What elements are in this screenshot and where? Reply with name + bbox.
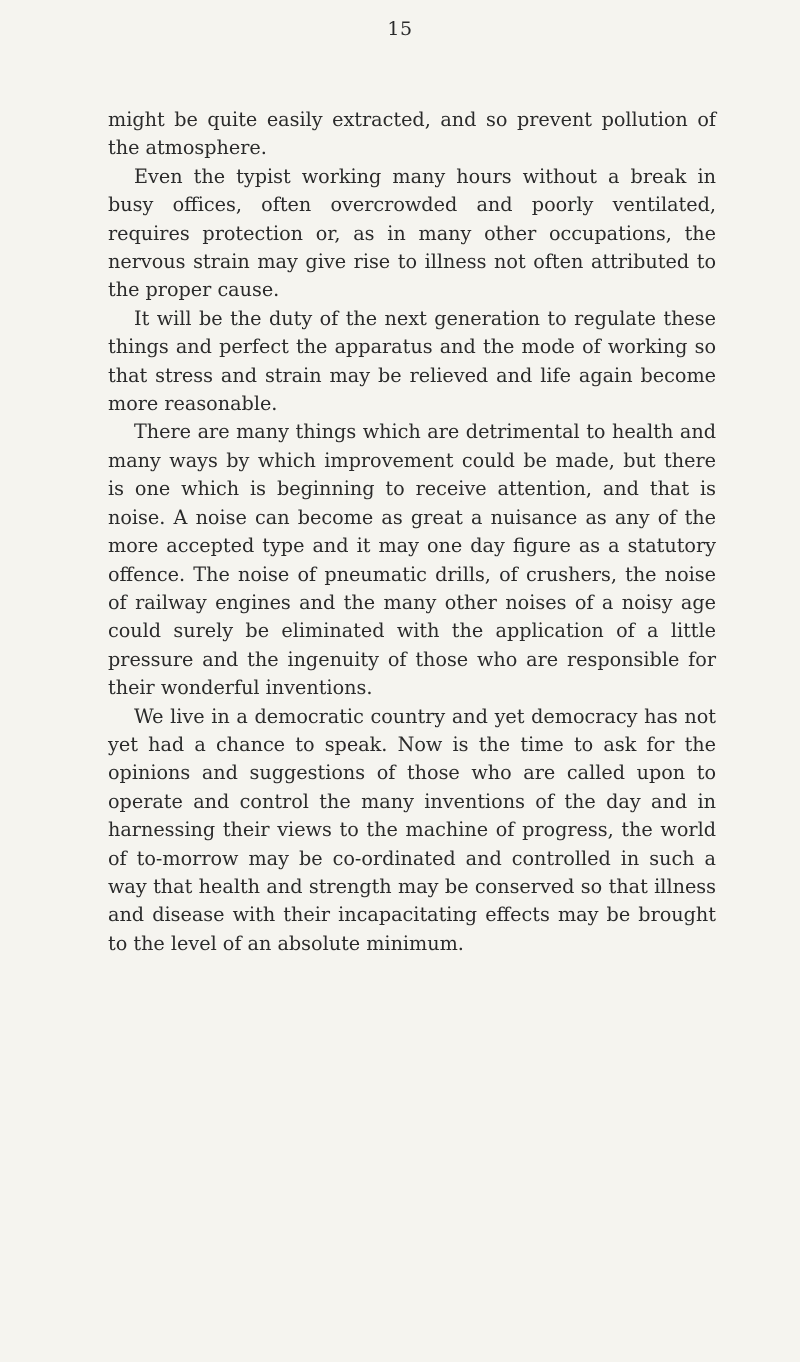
body-text xyxy=(108,106,716,958)
page-number: 15 xyxy=(387,18,413,40)
paragraph-next-generation: It will be the duty of the next generation to regulate these things and perfect the apparatus and the mode of working so that stress and strain may be relieved and life again become more reasonable. xyxy=(108,306,716,416)
paragraph-noise: There are many things which are detrimental to health and many ways by which improvement could be made, but there is one which is beginning to receive attention, and that is noise. A noise can become as great a nuisance as any of the more accepted type and it may one day figure as a statutory offence. The noise of pneumatic drills, of crushers, the noise of railway engines and the many other noises of a noisy age could surely be eliminated with the application of a little pressure and the ingenuity of those who are responsible for their wonderful inventions. xyxy=(108,420,716,700)
paragraph-continuation: might be quite easily extracted, and so prevent pollution of the atmosphere. xyxy=(108,108,716,160)
paragraph-typist: Even the typist working many hours without a break in busy offices, often overcrowded and poorly ventilated, requires protection or, as in many other occupations, the nervous strain may give rise to illness not often attributed to the proper cause. xyxy=(108,164,716,302)
paragraph-democracy: We live in a democratic country and yet democracy has not yet had a chance to speak. Now is the time to ask for the opinions and suggestions of those who are called upon to operate and control the many inventions of the day and in harnessing their views to the machine of progress, the world of to-morrow may be co-ordinated and controlled in such a way that health and strength may be conserved so that illness and disease with their incapacitating effects may be brought to the level of an absolute minimum. xyxy=(108,704,716,955)
